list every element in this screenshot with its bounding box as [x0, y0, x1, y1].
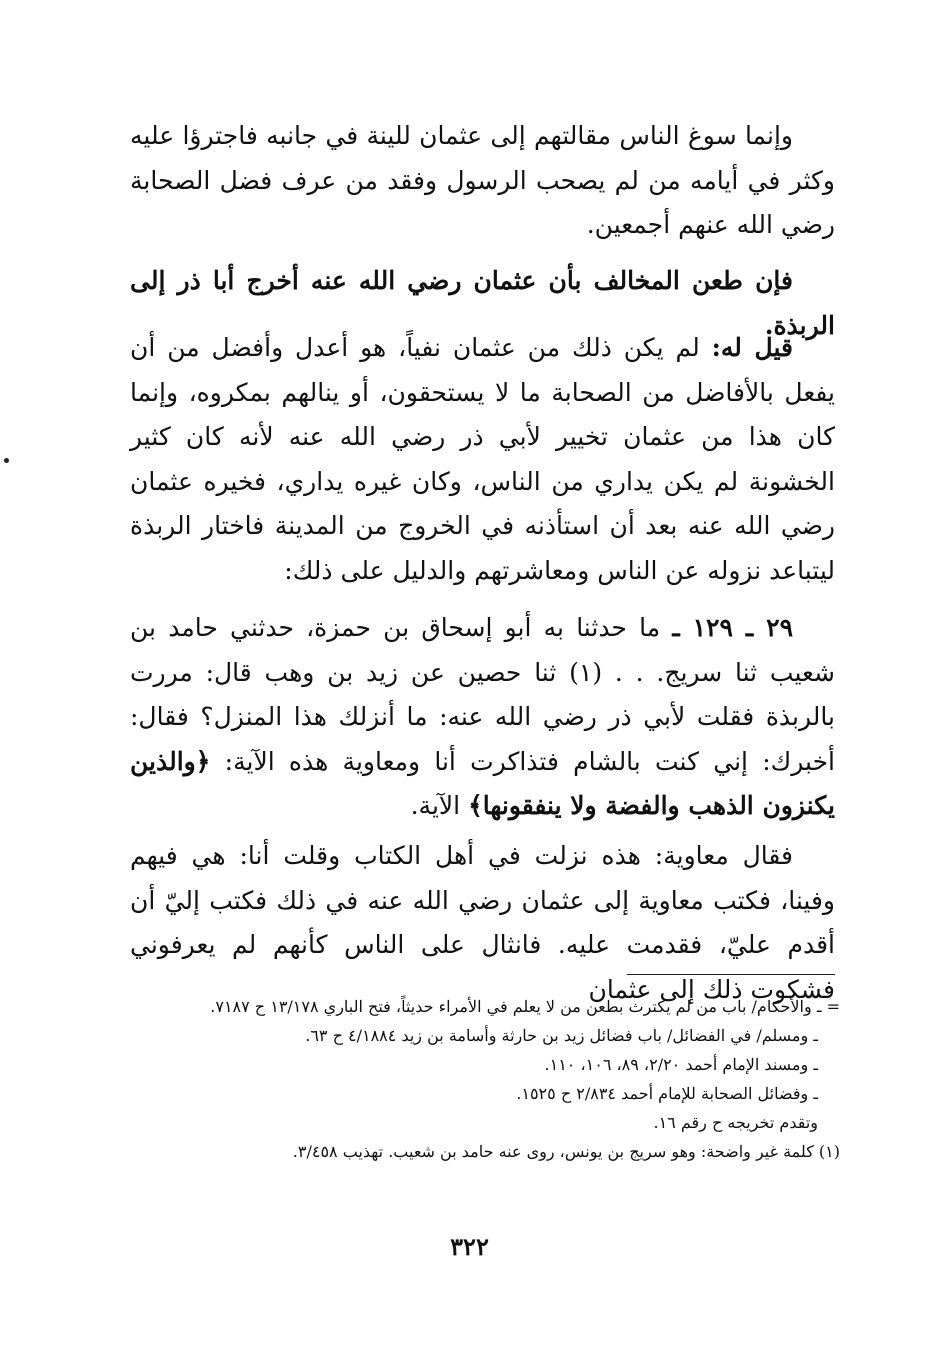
footnotes: [140, 992, 840, 1166]
paragraph-4-body: ما حدثنا به أبو إسحاق بن حمزة، حدثني حامد بن شعيب ثنا سريج. . . (١) ثنا حصين عن زيد بن وهب قال: مررت بالربذة فقلت لأبي ذر رضي الله عنه: ما أنزلك هذا المنزل؟ فقال: أخبرك: إني كنت بالشام فتذاكرت أنا ومعاوية هذه الآية:: [130, 613, 835, 776]
scan-speck: [4, 458, 9, 463]
footnote-separator: [627, 974, 835, 975]
paragraph-1-text: وإنما سوغ الناس مقالتهم إلى عثمان للينة في جانبه فاجترؤا عليه وكثر في أيامه من لم يصحب الرسول وفقد من عرف فضل الصحابة رضي الله عنهم أجمعين.: [130, 121, 835, 239]
paragraph-3: [130, 326, 835, 593]
footnote-1-text: ـ والأحكام/ باب من لم يكترث بطعن من لا يعلم في الأمراء حديثاً، فتح الباري ١٣/١٧٨ ح ٧١٨٧.: [210, 997, 822, 1016]
paragraph-3-lead: قيل له:: [711, 333, 793, 362]
quran-open-bracket: ﴿: [195, 746, 211, 776]
paragraph-1: [130, 114, 835, 248]
paragraph-3-text: [130, 326, 835, 593]
footnote-3: ـ ومسند الإمام أحمد ٢/٢٠، ٨٩، ١٠٦، ١١٠.: [544, 1055, 818, 1074]
paragraph-5: [130, 834, 835, 1012]
hadith-number: ٢٩ ـ ١٢٩ ـ: [672, 613, 794, 642]
footnote-1: [140, 992, 840, 1021]
footnote-5: وتقدم تخريجه ح رقم ١٦.: [653, 1113, 818, 1132]
page-number: ٣٢٢: [450, 1232, 489, 1261]
paragraph-5-text: فقال معاوية: هذه نزلت في أهل الكتاب وقلت أنا: هي فيهم وفينا، فكتب معاوية إلى عثمان رضي الله عنه في ذلك فكتب إليّ أن أقدم عليّ، فقدمت عليه. فانثال على الناس كأنهم لم يعرفوني فشكوت ذلك إلى عثمان: [130, 841, 835, 1004]
quran-close-bracket: ﴾: [468, 791, 483, 820]
footnote-4: ـ وفضائل الصحابة للإمام أحمد ٢/٨٣٤ ح ١٥٢٥.: [516, 1084, 818, 1103]
paragraph-3-body: لم يكن ذلك من عثمان نفياً، هو أعدل وأفضل من أن يفعل بالأفاضل من الصحابة ما لا يستحقون، أو ينالهم بمكروه، وإنما كان هذا من عثمان تخيير لأبي ذر رضي الله عنه لأنه كان كثير الخشونة لم يكن يداري من الناس، وكان غيره يداري، فخيره عثمان رضي الله عنه بعد أن استأذنه في الخروج من المدينة فاختار الربذة ليتباعد نزوله عن الناس ومعاشرتهم والدليل على ذلك:: [130, 333, 835, 585]
paragraph-4: [130, 606, 835, 829]
paragraph-4-tail: الآية.: [410, 791, 461, 820]
paragraph-4-text: [130, 606, 835, 829]
paragraph-2-text: فإن طعن المخالف بأن عثمان رضي الله عنه أخرج أبا ذر إلى الربذة.: [130, 266, 835, 340]
quran-verse: والذين يكنزون الذهب والفضة ولا ينفقونها: [130, 746, 835, 820]
footnote-6: (١) كلمة غير واضحة: وهو سريج بن يونس، روى عنه حامد بن شعيب. تهذيب ٣/٤٥٨.: [292, 1142, 840, 1161]
footnote-2: ـ ومسلم/ في الفضائل/ باب فضائل زيد بن حارثة وأسامة بن زيد ٤/١٨٨٤ ح ٦٣.: [305, 1026, 818, 1045]
footnote-continuation-marker: =: [826, 997, 840, 1016]
